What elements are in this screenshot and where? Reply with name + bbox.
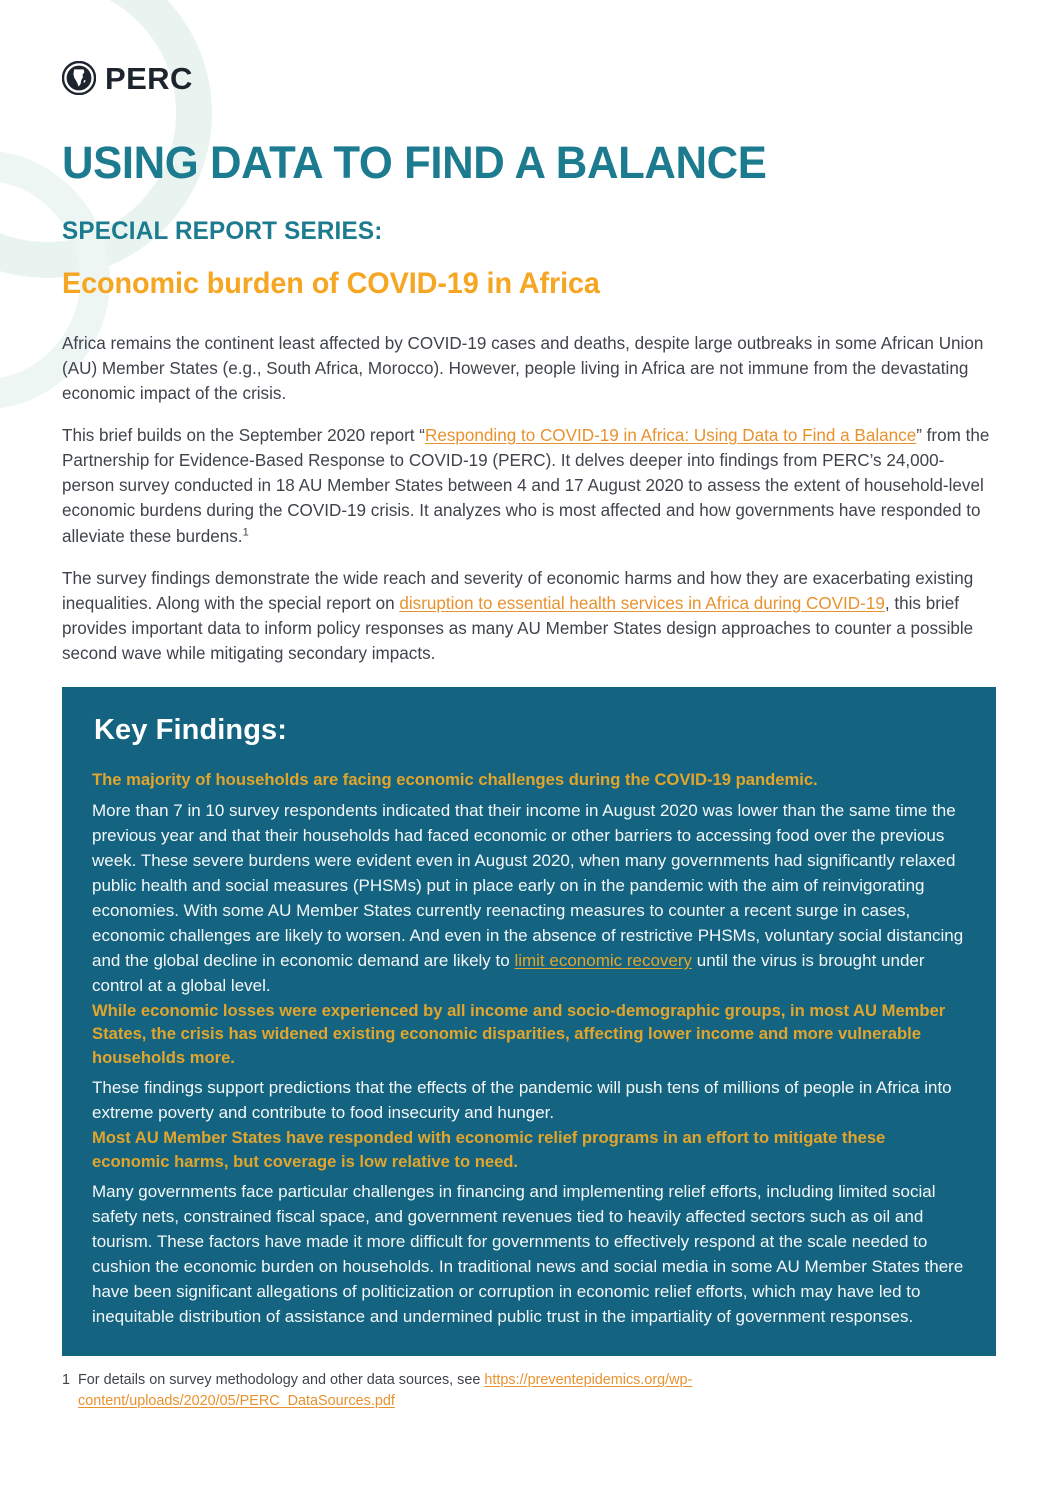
key-finding-body: Many governments face particular challenges in financing and implementing relief efforts, including limited social safety nets, constrained fiscal space, and government revenues tied to heavily affected sectors such as oil and tourism. These factors have made it more difficult for governments to effectively respond at the scale needed to cushion the economic burden on households. In traditional news and social media in some AU Member States there have been significant allegations of politicization or corruption in economic relief efforts, which may have led to inequitable distribution of assistance and undermined public trust in the impartiality of government responses. bbox=[92, 1182, 964, 1327]
series-label: SPECIAL REPORT SERIES: bbox=[62, 216, 383, 245]
intro-paragraph-2 bbox=[62, 423, 996, 549]
key-finding-item bbox=[92, 1126, 964, 1330]
key-finding-body bbox=[92, 799, 964, 999]
footnote bbox=[62, 1370, 996, 1411]
key-finding-body-before: More than 7 in 10 survey respondents indicated that their income in August 2020 was lower than the same time the previous year and that their households had faced economic or other barriers to accessing food over the previous week. These severe burdens were evident even in August 2020, when many governments had significantly relaxed public health and social measures (PHSMs) put in place early on in the pandemic with the aim of reinvigorating economies. With some AU Member States currently reenacting measures to counter a recent surge in cases, economic challenges are likely to worsen. And even in the absence of restrictive PHSMs, voluntary social distancing and the global decline in economic demand are likely to bbox=[92, 800, 964, 970]
responding-to-covid-report-link[interactable]: Responding to COVID-19 in Africa: Using Data to Find a Balance bbox=[424, 426, 917, 446]
perc-logo bbox=[62, 0, 996, 98]
page-title: USING DATA TO FIND A BALANCE bbox=[62, 137, 767, 188]
intro-p3-after: , this brief provides important data to inform policy responses as many AU Member States design approaches to counter a possible second wave while mitigating secondary impacts. bbox=[62, 593, 974, 664]
africa-globe-icon bbox=[62, 61, 96, 95]
disruption-health-services-link[interactable]: disruption to essential health services in Africa during COVID-19 bbox=[399, 593, 885, 613]
footnote-text bbox=[78, 1370, 996, 1411]
perc-logo-text: PERC bbox=[105, 60, 193, 96]
report-subtitle: Economic burden of COVID-19 in Africa bbox=[62, 266, 600, 300]
intro-p2-before: This brief builds on the September 2020 report “ bbox=[62, 426, 425, 446]
intro-p3-before: The survey findings demonstrate the wide reach and severity of economic harms and how they are exacerbating existing inequalities. Along with the special report on bbox=[62, 568, 974, 613]
key-finding-item bbox=[92, 999, 964, 1127]
intro-p2-after: ” from the Partnership for Evidence-Based Response to COVID-19 (PERC). It delves deeper into findings from PERC’s 24,000-person survey conducted in 18 AU Member States between 4 and 17 August 2020 to assess the extent of household-level economic burdens during the COVID-19 crisis. It analyzes who is most affected and how governments have responded to alleviate these burdens. bbox=[62, 426, 990, 546]
key-findings-box bbox=[62, 687, 996, 1356]
footnote-marker-1: 1 bbox=[242, 525, 249, 538]
intro-paragraph-1: Africa remains the continent least affected by COVID-19 cases and deaths, despite large outbreaks in some African Union (AU) Member States (e.g., South Africa, Morocco). However, people living in Africa are not immune from the devastating economic impact of the crisis. bbox=[62, 333, 984, 403]
footnote-text-before: For details on survey methodology and other data sources, see bbox=[78, 1372, 485, 1389]
data-sources-pdf-link[interactable]: https://preventepidemics.org/wp-content/uploads/2020/05/PERC_DataSources.pdf bbox=[78, 1372, 693, 1409]
footnote-number: 1 bbox=[62, 1372, 71, 1389]
key-findings-title: Key Findings: bbox=[94, 714, 288, 747]
key-finding-heading: The majority of households are facing economic challenges during the COVID-19 pandemic. bbox=[92, 770, 818, 790]
key-finding-heading: While economic losses were experienced by all income and socio-demographic groups, in most AU Member States, the crisis has widened existing economic disparities, affecting lower income and more vulnerable households more. bbox=[92, 1000, 946, 1067]
key-finding-heading: Most AU Member States have responded with economic relief programs in an effort to mitigate these economic harms, but coverage is low relative to need. bbox=[92, 1128, 886, 1171]
key-finding-body: These findings support predictions that the effects of the pandemic will push tens of millions of people in Africa into extreme poverty and contribute to food insecurity and hunger. bbox=[92, 1078, 952, 1123]
intro-section bbox=[62, 331, 996, 667]
key-finding-item bbox=[92, 768, 964, 998]
limit-economic-recovery-link[interactable]: limit economic recovery bbox=[514, 950, 693, 970]
intro-paragraph-3 bbox=[62, 566, 996, 667]
key-finding-body-after: until the virus is brought under control at a global level. bbox=[92, 950, 925, 995]
